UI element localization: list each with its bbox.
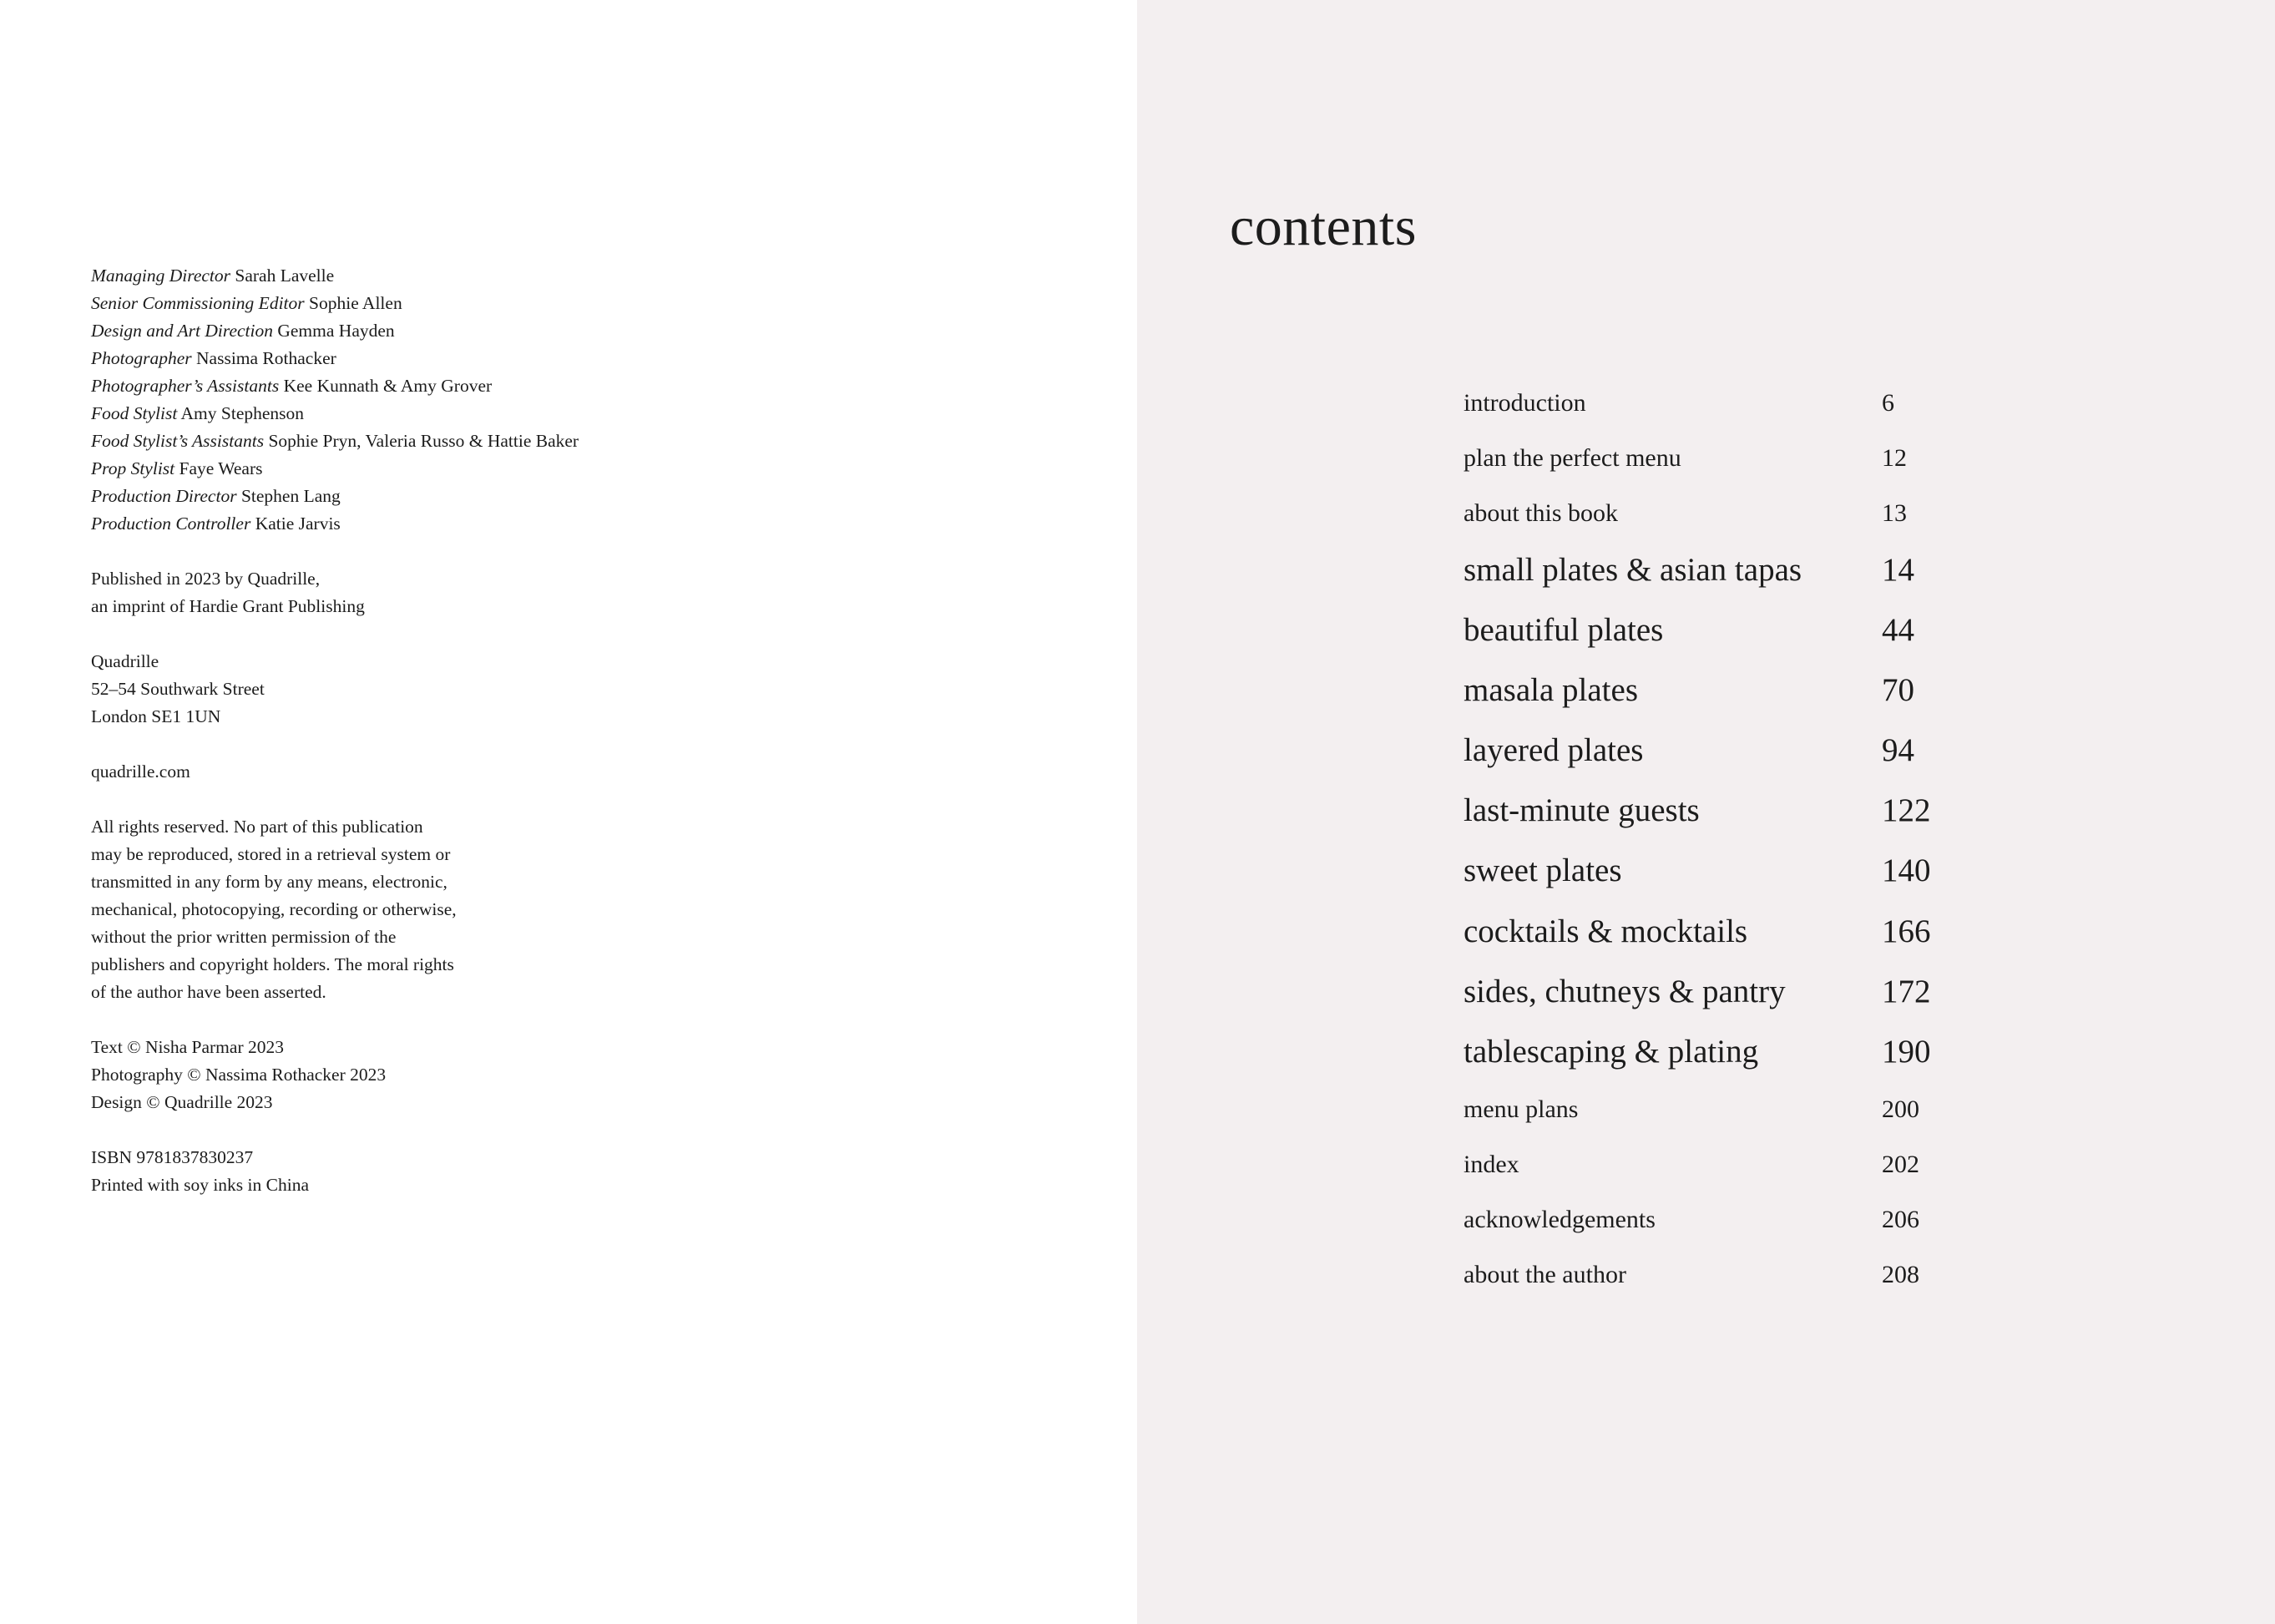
credit-role: Prop Stylist	[91, 458, 175, 478]
toc-entry-label: sides, chutneys & pantry	[1464, 974, 1786, 1009]
toc-entry-label: last-minute guests	[1464, 792, 1700, 828]
toc-entry-page: 12	[1882, 444, 1907, 472]
toc-entry-label: sweet plates	[1464, 852, 1622, 888]
credit-line	[91, 455, 579, 483]
toc-entry-label: introduction	[1464, 389, 1586, 417]
credit-role: Production Director	[91, 486, 237, 506]
toc-entry-page: 70	[1882, 672, 1914, 708]
credit-role: Design and Art Direction	[91, 321, 273, 341]
toc-entry-page: 6	[1882, 389, 1894, 417]
toc-entry-page: 190	[1882, 1034, 1931, 1070]
credit-line	[91, 372, 579, 400]
spacer	[91, 1006, 579, 1034]
credit-line	[91, 428, 579, 455]
credit-line	[91, 400, 579, 428]
address-line: London SE1 1UN	[91, 706, 221, 726]
copyright-line: Photography © Nassima Rothacker 2023	[91, 1065, 387, 1085]
spacer	[91, 620, 579, 648]
rights-line: All rights reserved. No part of this publication	[91, 817, 423, 837]
credit-role: Senior Commissioning Editor	[91, 293, 305, 313]
toc-entry-page: 122	[1882, 792, 1931, 828]
credit-role: Food Stylist’s Assistants	[91, 431, 265, 451]
credit-name: Sarah Lavelle	[235, 266, 335, 286]
publisher-line: an imprint of Hardie Grant Publishing	[91, 596, 365, 616]
toc-entry-page: 208	[1882, 1261, 1919, 1288]
toc-entry-page: 13	[1882, 499, 1907, 527]
rights-line: of the author have been asserted.	[91, 982, 326, 1002]
toc-entry-page: 14	[1882, 552, 1914, 588]
toc-entry-page: 140	[1882, 852, 1931, 888]
toc-entry-page: 202	[1882, 1151, 1919, 1178]
spacer	[91, 786, 579, 813]
toc-entry-label: menu plans	[1464, 1095, 1579, 1123]
rights-line: may be reproduced, stored in a retrieval system or	[91, 844, 451, 864]
spacer	[91, 731, 579, 758]
contents-title: contents	[1230, 196, 1417, 258]
toc-entry-page: 200	[1882, 1095, 1919, 1123]
toc-entry-label: about the author	[1464, 1261, 1626, 1288]
credit-line	[91, 290, 579, 317]
address-line: Quadrille	[91, 651, 159, 671]
credit-name: Gemma Hayden	[277, 321, 395, 341]
rights-line: transmitted in any form by any means, electronic,	[91, 872, 447, 892]
credit-line	[91, 317, 579, 345]
toc-entry-label: about this book	[1464, 499, 1618, 527]
credit-name: Amy Stephenson	[180, 403, 305, 423]
toc-entry-page: 172	[1882, 974, 1931, 1009]
toc-entry-label: beautiful plates	[1464, 612, 1664, 648]
credit-line	[91, 483, 579, 510]
credit-name: Stephen Lang	[240, 486, 341, 506]
credit-name: Sophie Pryn, Valeria Russo & Hattie Baker	[268, 431, 579, 451]
credit-line	[91, 262, 579, 290]
contents-page	[1137, 0, 2275, 1624]
credit-line	[91, 510, 579, 538]
toc-entry-page: 166	[1882, 913, 1931, 949]
toc-entry-label: acknowledgements	[1464, 1206, 1656, 1233]
copyright-page	[0, 0, 1137, 1624]
credit-role: Managing Director	[91, 266, 231, 286]
credit-role: Photographer	[91, 348, 192, 368]
spacer	[91, 538, 579, 565]
credit-role: Food Stylist	[91, 403, 178, 423]
rights-line: without the prior written permission of the	[91, 927, 397, 947]
credit-name: Katie Jarvis	[255, 514, 341, 534]
toc-entry-label: layered plates	[1464, 732, 1644, 768]
printing-line: Printed with soy inks in China	[91, 1175, 309, 1195]
toc-entry-label: index	[1464, 1151, 1519, 1178]
address-line: 52–54 Southwark Street	[91, 679, 265, 699]
toc-entry-page: 206	[1882, 1206, 1919, 1233]
toc-entry-page: 94	[1882, 732, 1914, 768]
rights-line: publishers and copyright holders. The moral rights	[91, 954, 454, 974]
copyright-line: Text © Nisha Parmar 2023	[91, 1037, 284, 1057]
toc-entry-label: masala plates	[1464, 672, 1638, 708]
credit-name: Kee Kunnath & Amy Grover	[283, 376, 493, 396]
toc-entry-page: 44	[1882, 612, 1914, 648]
credits-block	[91, 262, 579, 1199]
credit-role: Photographer’s Assistants	[91, 376, 280, 396]
toc-entry-label: tablescaping & plating	[1464, 1034, 1759, 1070]
credit-name: Nassima Rothacker	[196, 348, 336, 368]
toc-entry-label: plan the perfect menu	[1464, 444, 1681, 472]
website-text: quadrille.com	[91, 761, 190, 782]
credit-role: Production Controller	[91, 514, 251, 534]
credit-name: Sophie Allen	[309, 293, 402, 313]
copyright-line: Design © Quadrille 2023	[91, 1092, 273, 1112]
credit-name: Faye Wears	[179, 458, 263, 478]
credit-line	[91, 345, 579, 372]
spacer	[91, 1116, 579, 1144]
rights-line: mechanical, photocopying, recording or otherwise,	[91, 899, 457, 919]
toc-entry-label: cocktails & mocktails	[1464, 913, 1748, 949]
publisher-line: Published in 2023 by Quadrille,	[91, 569, 321, 589]
toc-entry-label: small plates & asian tapas	[1464, 552, 1802, 588]
isbn-line: ISBN 9781837830237	[91, 1147, 254, 1167]
